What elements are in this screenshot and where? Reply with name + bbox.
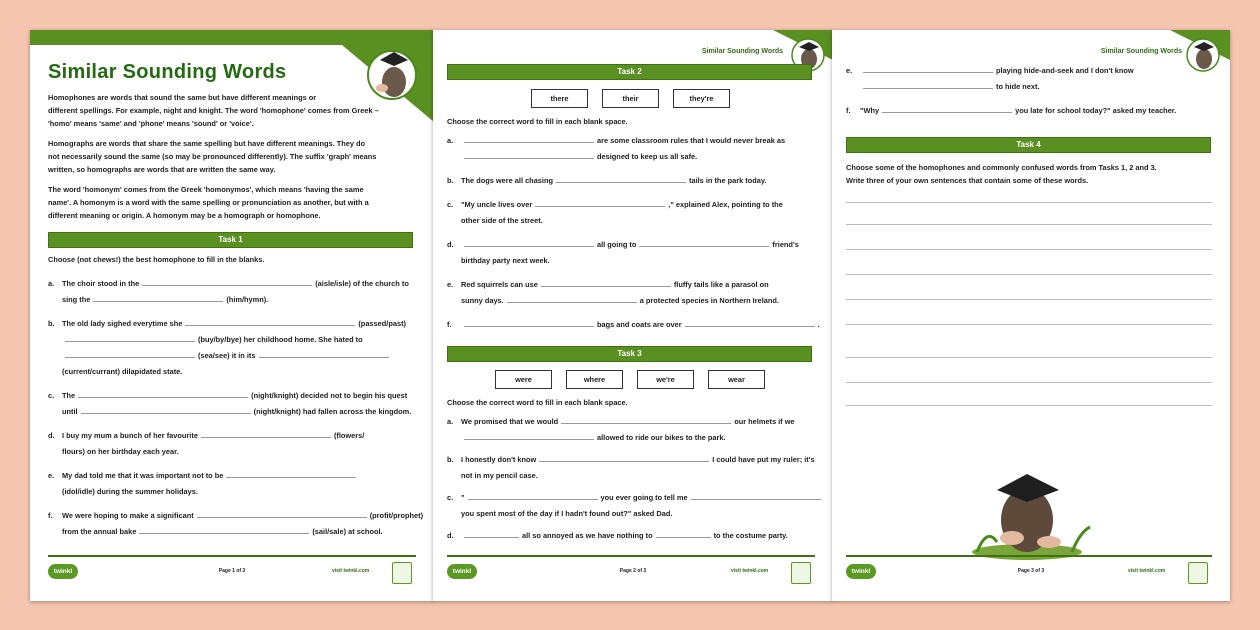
answer-blank[interactable] xyxy=(639,237,769,247)
question-item xyxy=(447,528,824,544)
question-text: "My uncle lives over xyxy=(461,200,533,209)
question-text: birthday party next week. xyxy=(461,256,550,265)
answer-blank[interactable] xyxy=(685,317,815,327)
question-label: e. xyxy=(447,280,454,289)
question-text: (idol/idle) during the summer holidays. xyxy=(62,487,198,496)
badge-icon xyxy=(791,562,811,584)
answer-blank[interactable] xyxy=(464,317,594,327)
question-label: d. xyxy=(447,240,454,249)
question-line xyxy=(48,316,423,332)
answer-blank[interactable] xyxy=(863,63,993,73)
intro-line: Homographs are words that share the same spelling but have different meanings. They do xyxy=(48,139,366,148)
answer-blank[interactable] xyxy=(863,79,993,89)
question-text: I could have put my ruler; it's xyxy=(712,455,815,464)
question-text: not in my pencil case. xyxy=(461,471,538,480)
task-3-banner: Task 3 xyxy=(447,346,812,362)
answer-blank[interactable] xyxy=(541,277,671,287)
intro-text xyxy=(48,91,379,229)
question-label: a. xyxy=(447,417,454,426)
question-text: (sail/sale) at school. xyxy=(312,527,383,536)
intro-paragraph xyxy=(48,91,379,130)
question-text: We were hoping to make a significant xyxy=(62,511,194,520)
question-text: sunny days. xyxy=(461,296,504,305)
question-line xyxy=(447,293,820,309)
writing-line[interactable] xyxy=(846,202,1212,203)
visit-link[interactable]: visit twinkl.com xyxy=(731,568,769,574)
question-line xyxy=(48,276,423,292)
question-line xyxy=(846,103,1176,119)
question-label: f. xyxy=(48,511,53,520)
question-item xyxy=(447,197,820,229)
question-text: The xyxy=(62,391,76,400)
question-text: designed to keep us all safe. xyxy=(597,152,698,161)
task-1-items xyxy=(48,276,423,548)
badge-icon xyxy=(392,562,412,584)
question-text: (night/knight) decided not to begin his quest xyxy=(251,391,408,400)
twinkl-logo[interactable]: twinkl xyxy=(447,564,477,579)
question-line xyxy=(48,428,423,444)
question-line xyxy=(846,63,1176,79)
question-label: e. xyxy=(48,471,55,480)
question-text: fluffy tails like a parasol on xyxy=(673,280,769,289)
header-title: Similar Sounding Words xyxy=(1100,48,1182,55)
question-item xyxy=(48,468,423,500)
question-line xyxy=(447,430,824,446)
task-4-banner: Task 4 xyxy=(846,137,1211,153)
question-label: c. xyxy=(447,493,454,502)
question-label: a. xyxy=(447,136,454,145)
question-label: b. xyxy=(447,455,454,464)
question-line xyxy=(447,213,820,229)
intro-paragraph xyxy=(48,137,379,176)
question-item xyxy=(846,103,1176,119)
answer-blank[interactable] xyxy=(259,348,389,358)
question-text: from the annual bake xyxy=(62,527,137,536)
writing-line[interactable] xyxy=(846,224,1212,225)
word-box: were xyxy=(495,370,552,389)
answer-blank[interactable] xyxy=(464,133,594,143)
question-text: I buy my mum a bunch of her favourite xyxy=(62,431,198,440)
answer-blank[interactable] xyxy=(464,149,594,159)
question-label: d. xyxy=(447,531,454,540)
answer-blank[interactable] xyxy=(65,348,195,358)
question-item xyxy=(447,317,820,333)
question-line xyxy=(48,444,423,460)
question-line xyxy=(447,237,820,253)
page-number: Page 2 of 3 xyxy=(619,568,647,574)
question-item xyxy=(48,428,423,460)
question-line xyxy=(447,414,824,430)
question-line xyxy=(447,149,820,165)
question-text: you late for school today?" asked my teacher. xyxy=(1015,106,1177,115)
question-text: We promised that we would xyxy=(461,417,559,426)
question-text: (night/knight) had fallen across the kingdom. xyxy=(253,407,412,416)
task-3-items-continued xyxy=(846,63,1176,127)
question-label: f. xyxy=(846,106,851,115)
task-3-items xyxy=(447,414,824,550)
question-text: I honestly don't know xyxy=(461,455,537,464)
question-label: e. xyxy=(846,66,853,75)
question-line xyxy=(48,468,423,484)
question-text: allowed to ride our bikes to the park. xyxy=(597,433,726,442)
question-text: " xyxy=(461,493,465,502)
worksheet-page-3 xyxy=(832,30,1230,601)
question-item xyxy=(447,173,820,189)
question-item xyxy=(447,414,824,446)
question-text: to hide next. xyxy=(996,82,1040,91)
question-label: b. xyxy=(48,319,55,328)
header-title: Similar Sounding Words xyxy=(701,48,783,55)
word-box: there xyxy=(531,89,588,108)
answer-blank[interactable] xyxy=(185,316,355,326)
question-line xyxy=(48,388,423,404)
question-label: b. xyxy=(447,176,454,185)
question-line xyxy=(447,253,820,269)
badge-icon xyxy=(1188,562,1208,584)
answer-blank[interactable] xyxy=(78,388,248,398)
question-text: you spent most of the day if I hadn't found out?" asked Dad. xyxy=(461,509,673,518)
question-item xyxy=(48,276,423,308)
answer-blank[interactable] xyxy=(464,528,519,538)
question-line xyxy=(447,317,820,333)
question-text: The dogs were all chasing xyxy=(461,176,553,185)
word-box: their xyxy=(602,89,659,108)
mole-mascot-icon xyxy=(967,470,1097,560)
visit-link[interactable]: visit twinkl.com xyxy=(332,568,370,574)
task-3-instruction: Choose the correct word to fill in each blank space. xyxy=(447,398,628,407)
question-text: (profit/prophet) xyxy=(369,511,424,520)
answer-blank[interactable] xyxy=(507,293,637,303)
answer-blank[interactable] xyxy=(201,428,331,438)
intro-line: different meaning or origin. A homonym may be a homograph or homophone. xyxy=(48,211,321,220)
word-box: they're xyxy=(673,89,730,108)
question-text: all going to xyxy=(597,240,637,249)
question-line xyxy=(447,277,820,293)
answer-blank[interactable] xyxy=(197,508,367,518)
task-2-items xyxy=(447,133,820,341)
question-text: to the costume party. xyxy=(713,531,788,540)
task-1-instruction: Choose (not chews!) the best homophone to fill in the blanks. xyxy=(48,255,265,264)
question-item xyxy=(447,133,820,165)
question-text: all so annoyed as we have nothing to xyxy=(522,531,653,540)
question-label: c. xyxy=(447,200,454,209)
question-line xyxy=(447,197,820,213)
question-text: until xyxy=(62,407,78,416)
question-line xyxy=(447,468,824,484)
question-text: our helmets if we xyxy=(734,417,795,426)
answer-blank[interactable] xyxy=(226,468,356,478)
intro-line: not necessarily sound the same (so may be pronounced differently). The suffix 'graph' means xyxy=(48,152,377,161)
question-text: friend's xyxy=(772,240,799,249)
mole-mascot-icon xyxy=(1187,39,1219,71)
answer-blank[interactable] xyxy=(464,430,594,440)
footer-divider xyxy=(48,555,416,557)
answer-blank[interactable] xyxy=(65,332,195,342)
question-text: (flowers/ xyxy=(333,431,365,440)
worksheet-page-2 xyxy=(433,30,833,601)
answer-blank[interactable] xyxy=(468,490,598,500)
task-2-banner: Task 2 xyxy=(447,64,812,80)
writing-line[interactable] xyxy=(846,299,1212,300)
answer-blank[interactable] xyxy=(139,524,309,534)
answer-blank[interactable] xyxy=(535,197,665,207)
question-line xyxy=(48,348,423,364)
question-text: bags and coats are over xyxy=(597,320,682,329)
question-text: (him/hymn). xyxy=(226,295,269,304)
question-text: playing hide-and-seek and I don't know xyxy=(996,66,1134,75)
visit-link[interactable]: visit twinkl.com xyxy=(1128,568,1166,574)
page-number: Page 1 of 3 xyxy=(218,568,246,574)
writing-line[interactable] xyxy=(846,382,1212,383)
intro-line: 'homo' means 'same' and 'phone' means 'sound' or 'voice'. xyxy=(48,119,254,128)
question-line xyxy=(447,490,824,506)
question-line xyxy=(48,404,423,420)
writing-line[interactable] xyxy=(846,249,1212,250)
question-item xyxy=(447,237,820,269)
footer-divider xyxy=(846,555,1212,557)
question-item xyxy=(447,490,824,522)
question-text: (aisle/isle) of the church to xyxy=(315,279,409,288)
question-line xyxy=(846,79,1176,95)
question-text: (sea/see) it in its xyxy=(198,351,256,360)
question-line xyxy=(447,452,824,468)
answer-blank[interactable] xyxy=(142,276,312,286)
word-box: wear xyxy=(708,370,765,389)
intro-line: Homophones are words that sound the same but have different meanings or xyxy=(48,93,317,102)
question-text: (passed/past) xyxy=(358,319,406,328)
task-2-instruction: Choose the correct word to fill in each blank space. xyxy=(447,117,628,126)
question-text: (current/currant) dilapidated state. xyxy=(62,367,183,376)
question-text: The choir stood in the xyxy=(62,279,140,288)
answer-blank[interactable] xyxy=(539,452,709,462)
question-text: "Why xyxy=(860,106,880,115)
intro-line: name'. A homonym is a word with the same spelling or pronunciation as another, but with a xyxy=(48,198,369,207)
instruction-line: Write three of your own sentences that contain some of these words. xyxy=(846,176,1089,185)
question-text: flours) on her birthday each year. xyxy=(62,447,179,456)
question-line xyxy=(447,528,824,544)
question-label: d. xyxy=(48,431,55,440)
task-1-banner: Task 1 xyxy=(48,232,413,248)
page-title: Similar Sounding Words xyxy=(48,61,287,83)
intro-line: different spellings. For example, night and knight. The word 'homophone' comes from Greek – xyxy=(48,106,379,115)
intro-paragraph xyxy=(48,183,379,222)
question-text: Red squirrels can use xyxy=(461,280,538,289)
question-line xyxy=(48,292,423,308)
question-text: (buy/by/bye) her childhood home. She hated to xyxy=(198,335,363,344)
worksheet-page-1 xyxy=(30,30,434,601)
question-item xyxy=(846,63,1176,95)
answer-blank[interactable] xyxy=(93,292,223,302)
question-item xyxy=(48,316,423,380)
answer-blank[interactable] xyxy=(656,528,711,538)
question-label: c. xyxy=(48,391,55,400)
writing-line[interactable] xyxy=(846,357,1212,358)
word-box: where xyxy=(566,370,623,389)
writing-line[interactable] xyxy=(846,274,1212,275)
question-item xyxy=(48,388,423,420)
answer-blank[interactable] xyxy=(561,414,731,424)
question-line xyxy=(48,364,423,380)
twinkl-logo[interactable]: twinkl xyxy=(846,564,876,579)
question-item xyxy=(447,277,820,309)
intro-line: written, so homographs are words that are written the same way. xyxy=(48,165,276,174)
instruction-line: Choose some of the homophones and commonly confused words from Tasks 1, 2 and 3. xyxy=(846,163,1157,172)
writing-line[interactable] xyxy=(846,324,1212,325)
question-text: sing the xyxy=(62,295,91,304)
answer-blank[interactable] xyxy=(882,103,1012,113)
answer-blank[interactable] xyxy=(556,173,686,183)
task-4-instruction xyxy=(846,161,1157,187)
question-text: . xyxy=(817,320,820,329)
question-text: a protected species in Northern Ireland. xyxy=(639,296,779,305)
intro-line: The word 'homonym' comes from the Greek 'homonymos', which means 'having the same xyxy=(48,185,364,194)
twinkl-logo[interactable]: twinkl xyxy=(48,564,78,579)
question-line xyxy=(48,332,423,348)
writing-line[interactable] xyxy=(846,405,1212,406)
question-text: are some classroom rules that I would never break as xyxy=(597,136,786,145)
question-line xyxy=(48,508,423,524)
answer-blank[interactable] xyxy=(464,237,594,247)
question-text: My dad told me that it was important not to be xyxy=(62,471,224,480)
page-number: Page 3 of 3 xyxy=(1017,568,1045,574)
question-text: other side of the street. xyxy=(461,216,543,225)
header-decoration xyxy=(433,30,833,90)
question-text: tails in the park today. xyxy=(689,176,767,185)
question-text: you ever going to tell me xyxy=(600,493,688,502)
question-text: ," explained Alex, pointing to the xyxy=(668,200,783,209)
question-line xyxy=(48,524,423,540)
question-label: a. xyxy=(48,279,55,288)
question-text: The old lady sighed everytime she xyxy=(62,319,183,328)
question-label: f. xyxy=(447,320,452,329)
question-item xyxy=(48,508,423,540)
footer-divider xyxy=(447,555,815,557)
word-box: we're xyxy=(637,370,694,389)
answer-blank[interactable] xyxy=(691,490,821,500)
question-line xyxy=(447,173,820,189)
question-line xyxy=(48,484,423,500)
answer-blank[interactable] xyxy=(81,404,251,414)
question-line xyxy=(447,133,820,149)
question-line xyxy=(447,506,824,522)
question-item xyxy=(447,452,824,484)
